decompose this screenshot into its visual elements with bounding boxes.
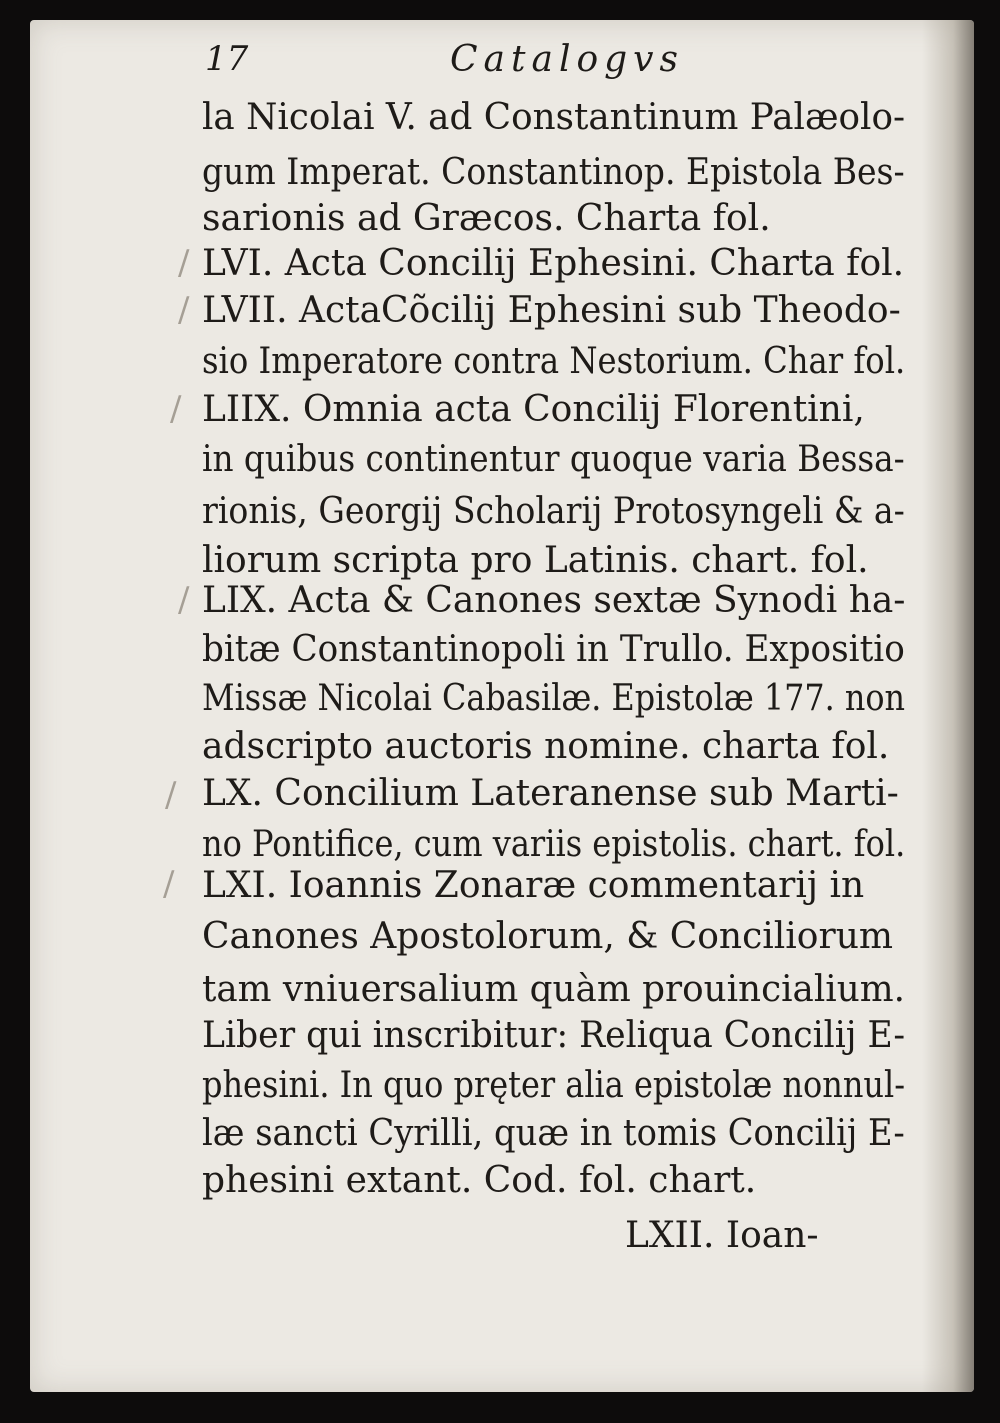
- running-head: Catalogvs: [450, 39, 684, 80]
- text-line: Canones Apostolorum, & Conciliorum: [202, 916, 894, 957]
- entry-line-LIX: LIX. Acta & Canones sextæ Synodi ha-: [202, 580, 906, 621]
- text-line: in quibus continentur quoque varia Bessa-: [202, 439, 905, 480]
- text-line: læ sancti Cyrilli, quæ in tomis Concilij E-: [202, 1113, 905, 1154]
- text-line: sarionis ad Græcos. Charta fol.: [202, 198, 771, 239]
- entry-line-LVI: LVI. Acta Concilij Ephesini. Charta fol.: [202, 243, 905, 284]
- text-line: bitæ Constantinopoli in Trullo. Expositio: [202, 629, 905, 670]
- margin-mark: /: [178, 580, 190, 620]
- text-line: Liber qui inscribitur: Reliqua Concilij E-: [202, 1015, 906, 1056]
- margin-mark: /: [178, 243, 190, 283]
- entry-line-LX: LX. Concilium Lateranense sub Marti-: [202, 773, 899, 814]
- binding-gutter: [922, 20, 974, 1392]
- text-line: sio Imperatore contra Nestorium. Char fol.: [202, 341, 906, 382]
- text-line: la Nicolai V. ad Constantinum Palæolo-: [202, 97, 906, 138]
- text-line: Missæ Nicolai Cabasilæ. Epistolæ 177. non: [202, 678, 906, 719]
- entry-line-LIIX: LIIX. Omnia acta Concilij Florentini,: [202, 389, 865, 430]
- text-line: phesini. In quo pręter alia epistolæ nonnul-: [202, 1065, 906, 1106]
- entry-line-LXI: LXI. Ioannis Zonaræ commentarij in: [202, 865, 865, 906]
- text-line: no Pontifice, cum variis epistolis. chart. fol.: [202, 824, 906, 865]
- text-line: gum Imperat. Constantinop. Epistola Bes-: [202, 152, 905, 193]
- text-line: liorum scripta pro Latinis. chart. fol.: [202, 540, 869, 581]
- margin-mark: /: [170, 389, 182, 429]
- text-line: rionis, Georgij Scholarij Protosyngeli & a-: [202, 491, 905, 532]
- page-number: 17: [205, 39, 249, 79]
- margin-mark: /: [178, 290, 190, 330]
- catchword: LXII. Ioan-: [625, 1215, 819, 1256]
- text-line: phesini extant. Cod. fol. chart.: [202, 1160, 757, 1201]
- entry-line-LVII: LVII. ActaCõcilij Ephesini sub Theodo-: [202, 290, 901, 331]
- text-line: tam vniuersalium quàm prouincialium.: [202, 969, 905, 1010]
- text-line: adscripto auctoris nomine. charta fol.: [202, 726, 890, 767]
- margin-mark: /: [163, 864, 175, 904]
- margin-mark: /: [165, 775, 177, 815]
